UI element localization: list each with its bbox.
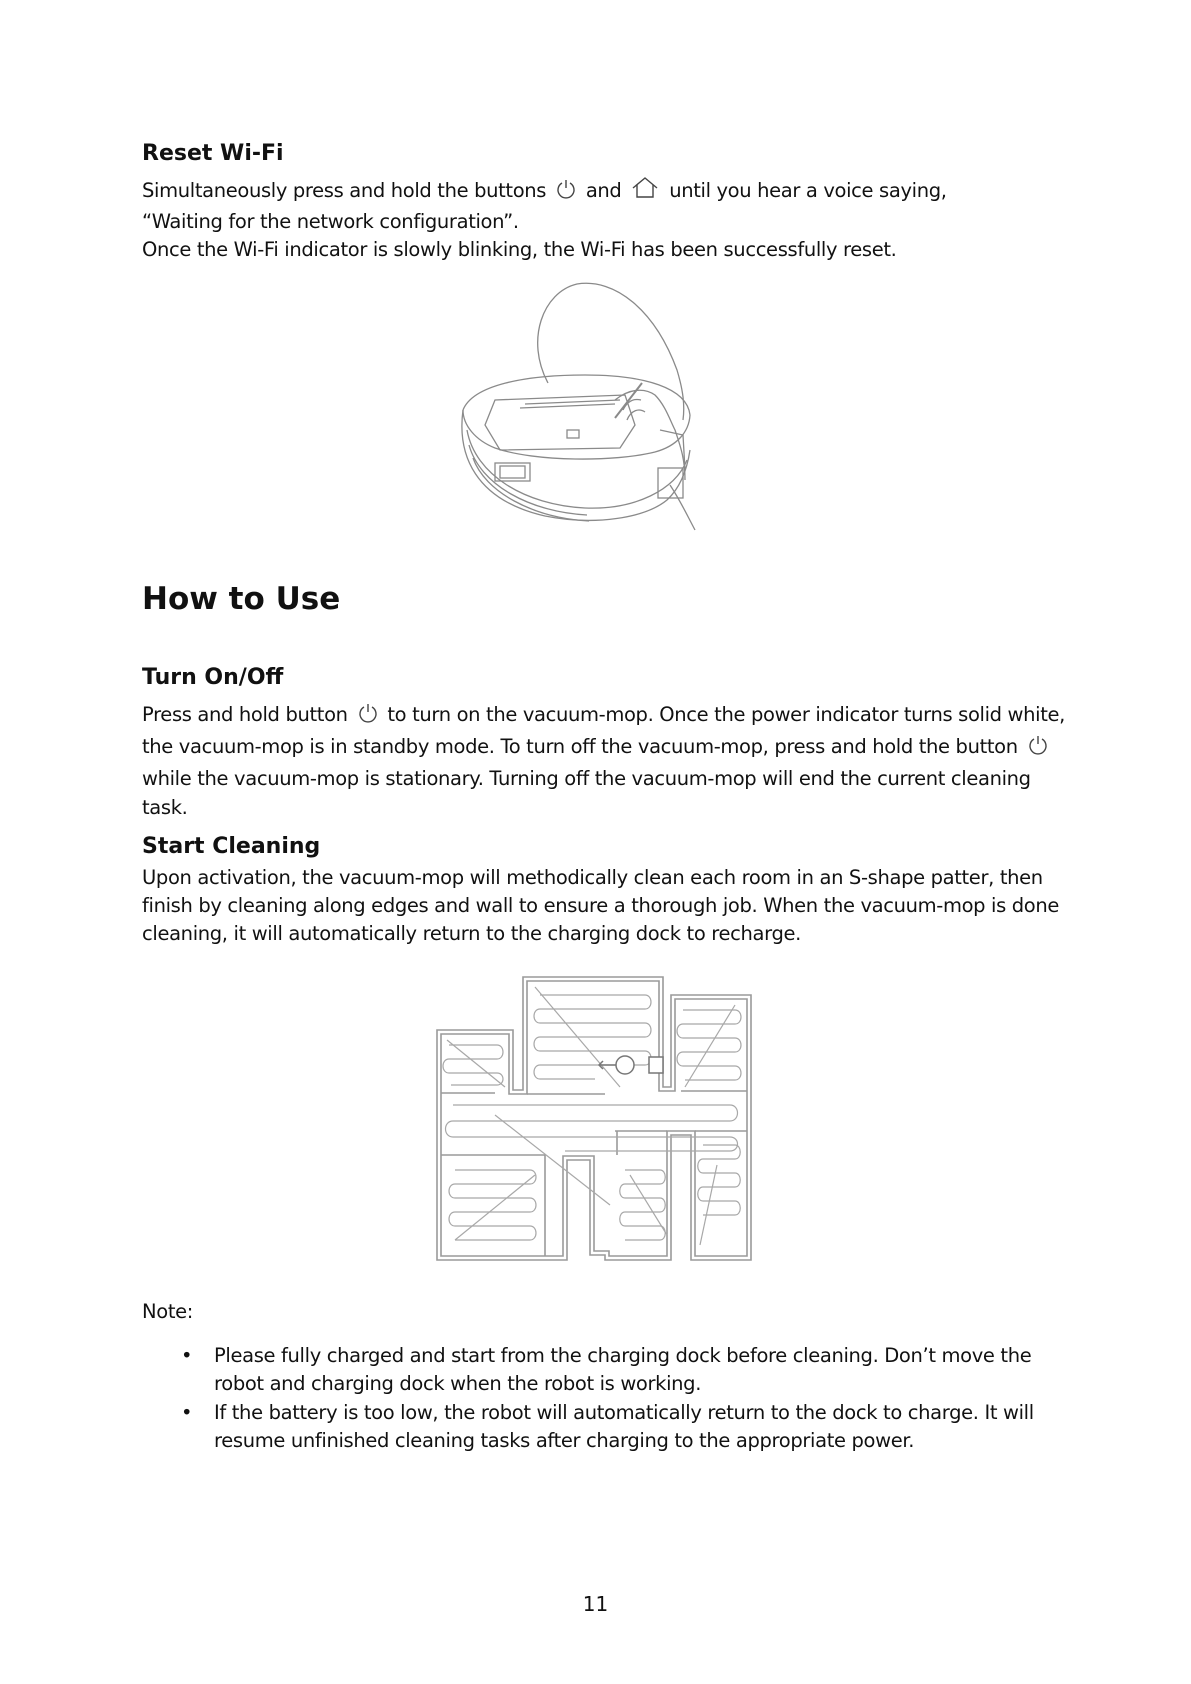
home-icon [630,176,660,208]
reset-wifi-line1-b: until you hear a voice saying, [669,179,947,202]
reset-wifi-line1-and: and [585,179,622,202]
reset-wifi-heading: Reset Wi-Fi [142,141,284,166]
turn-on-off-heading: Turn On/Off [142,665,284,690]
reset-wifi-line3: Once the Wi-Fi indicator is slowly blinking, the Wi-Fi has been successfully reset. [142,238,897,261]
note-item-text: If the battery is too low, the robot will automatically return to the dock to charge. It will resume unfinished cleaning tasks after charging to the appropriate power. [214,1401,1034,1452]
bullet-glyph: • [181,1344,193,1367]
note-list [142,1342,1072,1455]
page-number: 11 [582,1592,609,1616]
start-cleaning-heading: Start Cleaning [142,834,321,859]
list-item [142,1342,1072,1398]
robot-lid-illustration [455,280,735,550]
bullet-glyph: • [181,1401,193,1424]
list-item [142,1399,1072,1455]
start-cleaning-paragraph: Upon activation, the vacuum-mop will methodically clean each room in an S-shape patter, then finish by cleaning along edges and wall to ensure a thorough job. When the vacuum-mop is done cleaning, it will automatically return to the charging dock to recharge. [142,866,1060,945]
reset-wifi-line2: “Waiting for the network configuration”. [142,210,519,233]
power-icon [1027,734,1049,764]
reset-wifi-line1-a: Simultaneously press and hold the buttons [142,179,547,202]
note-item-text: Please fully charged and start from the charging dock before cleaning. Don’t move the robot and charging dock when the robot is working. [214,1344,1032,1395]
cleaning-path-map-illustration [435,975,755,1265]
power-icon [555,178,577,208]
how-to-use-heading: How to Use [142,581,341,617]
power-icon [357,702,379,732]
turn-on-off-paragraph [142,700,1072,822]
turn-on-off-text-a: Press and hold button [142,703,348,726]
turn-on-off-text-c: while the vacuum-mop is stationary. Turning off the vacuum-mop will end the current cleaning task. [142,767,1031,819]
turn-on-off-text-b: to turn on the vacuum-mop. Once the power indicator turns solid white, the vacuum-mop is in standby mode. To turn off the vacuum-mop, press and hold the button [142,703,1066,758]
note-label: Note: [142,1300,193,1323]
reset-wifi-text [142,176,1072,264]
